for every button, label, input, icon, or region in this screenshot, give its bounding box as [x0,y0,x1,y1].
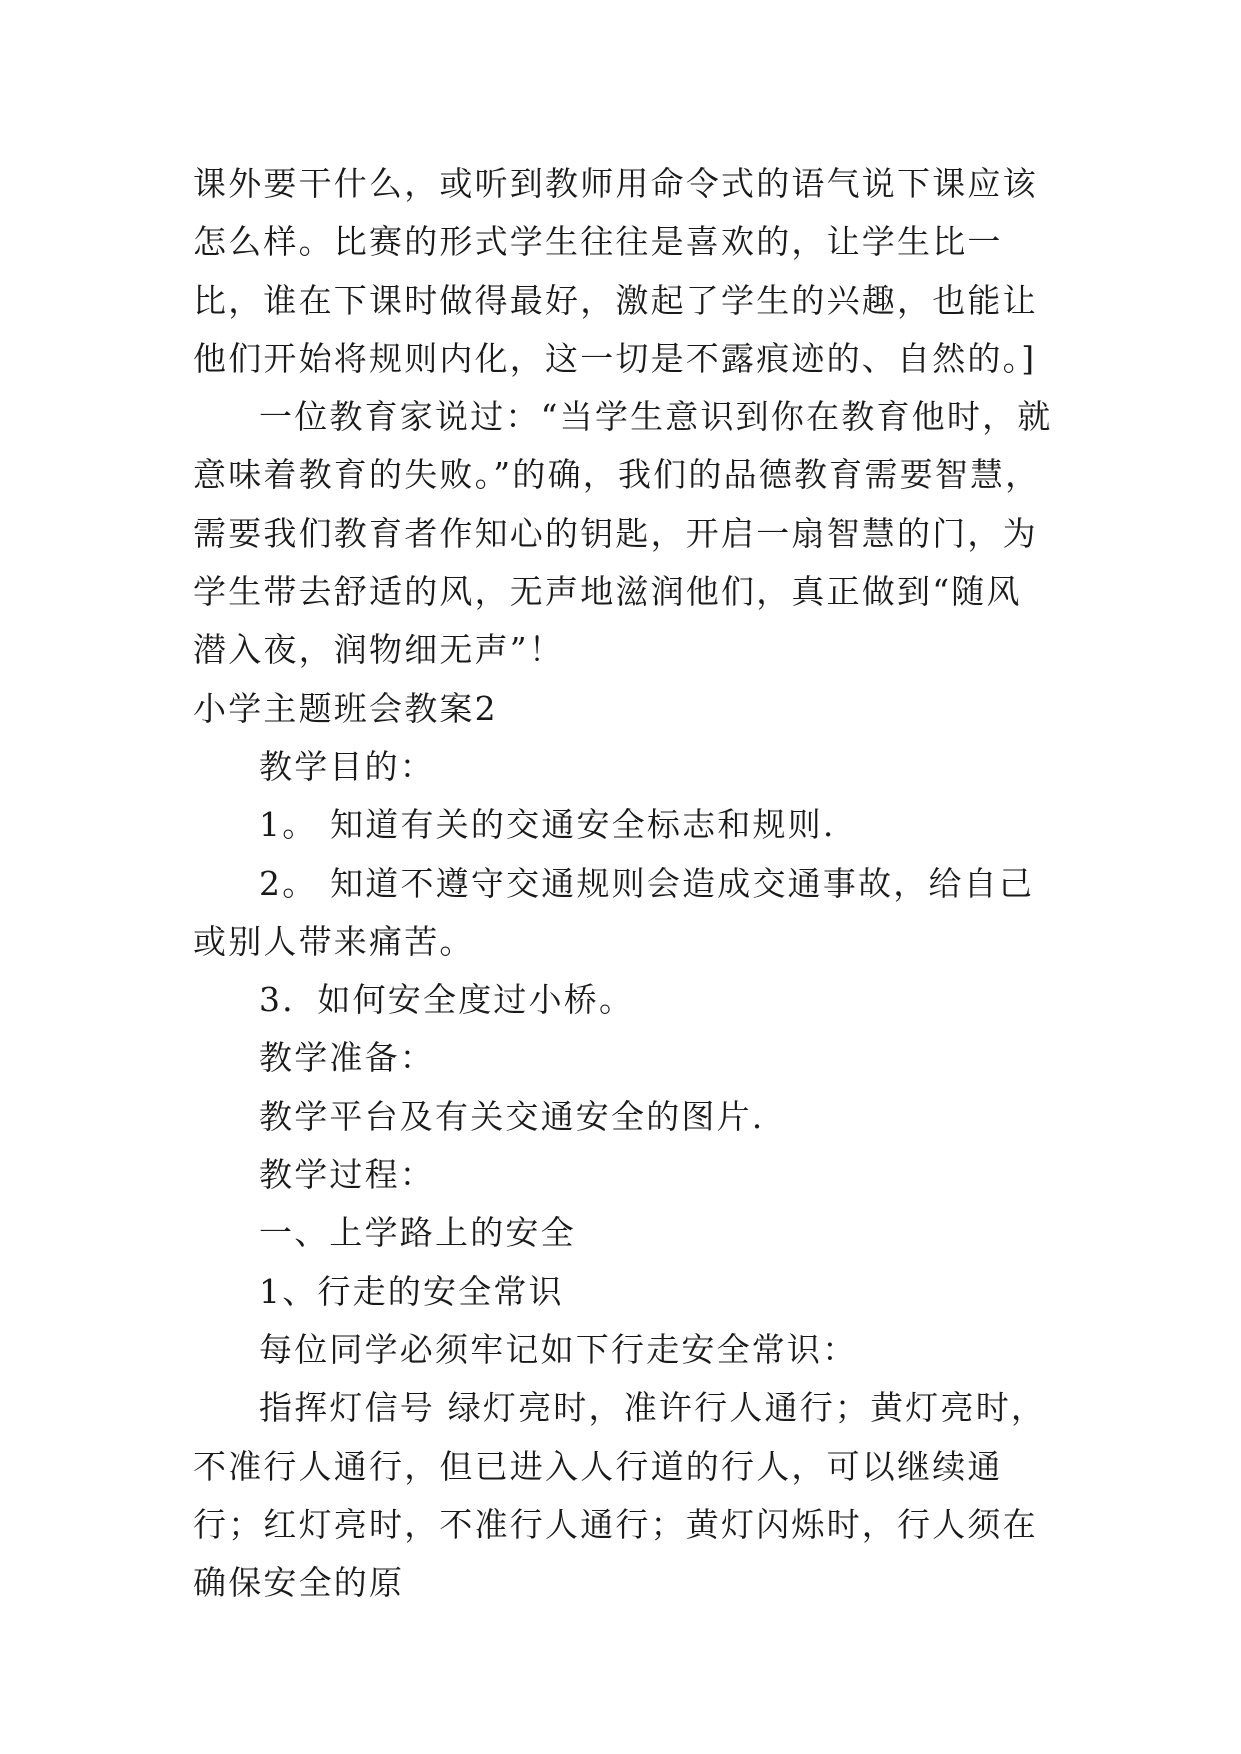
walking-safety-intro: 每位同学必须牢记如下行走安全常识： [259,1329,858,1369]
paragraph-rules-internalized: 课外要干什么，或听到教师用命令式的语气说下课应该怎么样。比赛的形式学生往往是喜欢的，让学生比一比，谁在下课时做得最好，激起了学生的兴趣，也能让他们开始将规则内化，这一切是不露痕迹的、自然的。] [193,164,1038,378]
process-subsection-1: 1、行走的安全常识 [259,1271,564,1311]
heading-teaching-preparation: 教学准备： [259,1038,435,1078]
section-title: 小学主题班会教案2 [193,688,498,728]
traffic-light-rules: 指挥灯信号 绿灯亮时，准许行人通行；黄灯亮时，不准行人通行，但已进入人行道的行人，可以继续通行；红灯亮时，不准行人通行；黄灯闪烁时，行人须在确保安全的原 [193,1388,1047,1603]
process-section-1: 一、上学路上的安全 [259,1213,576,1253]
goal-item-3: 3．如何安全度过小桥。 [259,980,635,1020]
paragraph-educator-quote: 一位教育家说过：“当学生意识到你在教育他时，就意味着教育的失败。”的确，我们的品德教育需要智慧，需要我们教育者作知心的钥匙，开启一扇智慧的门，为学生带去舒适的风，无声地滋润他们，真正做到“随风潜入夜，润物细无声”！ [193,397,1053,670]
goal-item-2: 2。 知道不遵守交通规则会造成交通事故，给自己或别人带来痛苦。 [193,863,1035,961]
heading-teaching-goals: 教学目的： [259,746,435,786]
preparation-text: 教学平台及有关交通安全的图片. [259,1096,765,1136]
document-page [193,155,1055,1612]
heading-teaching-process: 教学过程： [259,1155,435,1195]
goal-item-1: 1。 知道有关的交通安全标志和规则. [259,805,836,845]
